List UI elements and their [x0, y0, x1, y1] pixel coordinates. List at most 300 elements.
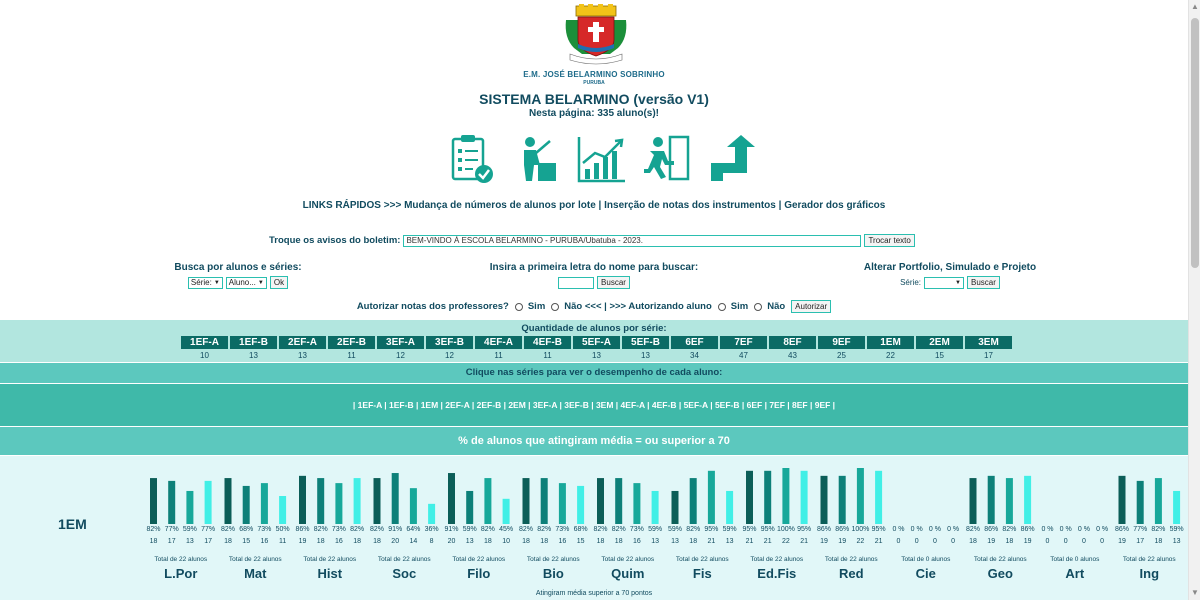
series-cell	[818, 336, 865, 360]
bar-count-label: 0	[932, 538, 937, 545]
series-label-button[interactable]: 9EF	[818, 336, 865, 349]
series-label-button[interactable]: 4EF-A	[475, 336, 522, 349]
bar-count-label: 16	[633, 538, 641, 545]
link-separator: |	[830, 400, 836, 410]
chart-bar	[690, 478, 697, 524]
bar-percent-label: 82%	[1151, 526, 1166, 533]
chart-bar	[875, 471, 882, 524]
subject-total-label: Total de 22 alunos	[377, 556, 431, 563]
aluno-select[interactable]: Aluno... ▼	[226, 277, 267, 289]
bar-percent-label: 82%	[369, 526, 385, 533]
footer-note: Atingiram média superior a 70 pontos	[535, 590, 653, 597]
series-label-button[interactable]: 2EM	[916, 336, 963, 349]
quantidade-panel	[0, 320, 1188, 362]
chart-bar	[782, 468, 789, 524]
series-cell	[769, 336, 816, 360]
series-label-button[interactable]: 2EF-A	[279, 336, 326, 349]
autorizar-form	[0, 300, 1188, 313]
series-count: 13	[641, 351, 650, 360]
series-link[interactable]: 5EF-A	[683, 400, 708, 410]
bar-percent-label: 86%	[1020, 526, 1035, 533]
busca-letra-label: Insira a primeira letra do nome para buscar:	[489, 262, 699, 273]
bar-percent-label: 50%	[275, 526, 290, 533]
link-separator: |	[469, 400, 477, 410]
link-separator: |	[501, 400, 509, 410]
series-cell	[377, 336, 424, 360]
bar-percent-label: 68%	[573, 526, 588, 533]
subject-total-label: Total de 22 alunos	[1122, 556, 1176, 563]
series-label-button[interactable]: 5EF-A	[573, 336, 620, 349]
chart-bar	[150, 478, 157, 524]
bar-percent-label: 59%	[182, 526, 197, 533]
bar-count-label: 18	[689, 538, 698, 545]
alterar-serie-select[interactable]	[924, 277, 964, 289]
series-count: 22	[886, 351, 895, 360]
chart-bar	[801, 471, 808, 524]
subject-name-label: Red	[839, 566, 864, 581]
series-link[interactable]: 1EM	[420, 400, 439, 410]
bar-percent-label: 0 %	[910, 526, 923, 533]
series-link[interactable]: 4EF-A	[620, 400, 645, 410]
bar-count-label: 22	[782, 538, 790, 545]
bar-percent-label: 45%	[499, 526, 514, 533]
series-count: 25	[837, 351, 846, 360]
link-separator: |	[413, 400, 421, 410]
link-mudanca-lote[interactable]: Mudança de números de alunos por lote	[404, 200, 596, 211]
bar-count-label: 21	[763, 538, 772, 545]
clique-title: Clique nas séries para ver o desempenho de cada aluno:	[0, 363, 1188, 383]
bar-count-label: 0	[914, 538, 919, 545]
series-count: 11	[494, 351, 503, 360]
chart-bar	[559, 483, 566, 524]
bar-percent-label: 73%	[555, 526, 570, 533]
series-count: 12	[445, 351, 454, 360]
bar-count-label: 0	[1100, 538, 1105, 545]
bar-percent-label: 73%	[257, 526, 272, 533]
series-count: 12	[396, 351, 405, 360]
link-insercao-notas[interactable]: Inserção de notas dos instrumentos	[604, 200, 776, 211]
buscar-alterar-button[interactable]: Buscar	[967, 276, 1000, 289]
subject-name-label: Filo	[467, 566, 491, 581]
series-cell	[720, 336, 767, 360]
bar-percent-label: 0 %	[947, 526, 960, 533]
series-label-button[interactable]: 6EF	[671, 336, 718, 349]
bar-count-label: 19	[820, 538, 828, 545]
chart-bar	[764, 471, 771, 524]
bar-percent-label: 100%	[776, 526, 795, 533]
chevron-down-icon: ▼	[213, 279, 220, 286]
bar-count-label: 16	[260, 538, 269, 545]
chart-bar	[392, 473, 399, 524]
series-link[interactable]: 5EF-B	[714, 400, 740, 410]
link-separator: |	[381, 400, 390, 410]
bar-percent-label: 64%	[406, 526, 421, 533]
bar-count-label: 14	[409, 538, 418, 545]
subject-total-label: Total de 22 alunos	[228, 556, 282, 563]
bar-count-label: 15	[576, 538, 585, 545]
link-gerador-graficos[interactable]: Gerador dos gráficos	[784, 200, 886, 211]
quick-links-prefix: LINKS RÁPIDOS >>>	[302, 200, 405, 211]
bar-count-label: 19	[1118, 538, 1126, 545]
bar-percent-label: 91%	[444, 526, 459, 533]
bar-percent-label: 82%	[518, 526, 534, 533]
chart-bar	[652, 491, 659, 524]
series-link[interactable]: 1EF-B	[389, 400, 414, 410]
series-cell	[279, 336, 326, 360]
chart-bar	[839, 476, 846, 524]
serie-select[interactable]: Série: ▼	[188, 277, 223, 289]
series-link[interactable]: 1EF-A	[357, 400, 382, 410]
bar-count-label: 13	[725, 538, 734, 545]
bar-count-label: 8	[429, 538, 434, 545]
series-label-button[interactable]: 8EF	[769, 336, 816, 349]
bar-count-label: 13	[671, 538, 679, 545]
bar-count-label: 18	[373, 538, 381, 545]
student-count: Nesta página: 335 aluno(s)!	[528, 108, 660, 119]
bar-count-label: 18	[316, 538, 325, 545]
subject-name-label: Fis	[692, 566, 712, 581]
bar-count-label: 18	[353, 538, 361, 545]
subject-name-label: Quim	[611, 566, 645, 581]
bar-count-label: 19	[1023, 538, 1032, 545]
subject-total-label: Total de 22 alunos	[452, 556, 506, 563]
autorizar-button[interactable]: Autorizar	[791, 300, 831, 313]
bar-percent-label: 91%	[388, 526, 403, 533]
series-link[interactable]: 4EF-B	[651, 400, 677, 410]
aluno-nao-label: Não	[767, 301, 786, 312]
alterar-form	[858, 262, 1042, 289]
chart-bar	[1173, 491, 1180, 524]
series-link[interactable]: 3EF-A	[532, 400, 558, 410]
bar-percent-label: 0 %	[892, 526, 905, 533]
series-cell	[671, 336, 718, 360]
autorizar-label: Autorizar notas dos professores?	[356, 301, 509, 312]
bar-count-label: 17	[167, 538, 176, 545]
chart-bar	[225, 478, 232, 524]
chart-bar	[374, 478, 381, 524]
subject-total-label: Total de 0 alunos	[1050, 556, 1100, 563]
alterar-label: Alterar Portfolio, Simulado e Projeto	[863, 262, 1037, 273]
aviso-label: Troque os avisos do boletim:	[269, 235, 401, 246]
series-link[interactable]: 8EF	[792, 400, 808, 410]
bar-count-label: 18	[1005, 538, 1014, 545]
subject-total-label: Total de 22 alunos	[824, 556, 878, 563]
bar-count-label: 21	[745, 538, 754, 545]
aluno-sim-label: Sim	[730, 301, 749, 312]
series-label-button[interactable]: 1EM	[867, 336, 914, 349]
chart-bar	[1137, 481, 1144, 524]
quick-links-separator: |	[595, 200, 605, 211]
buscar-letra-button[interactable]: Buscar	[597, 276, 630, 289]
bar-count-label: 18	[1154, 538, 1163, 545]
series-label-button[interactable]: 3EM	[965, 336, 1012, 349]
subject-name-label: Art	[1065, 566, 1085, 581]
link-separator: |	[352, 400, 358, 410]
bar-percent-label: 95%	[704, 526, 719, 533]
bar-count-label: 20	[391, 538, 400, 545]
link-separator: |	[588, 400, 596, 410]
link-separator: |	[739, 400, 747, 410]
teacher-icon[interactable]	[510, 133, 562, 185]
bar-percent-label: 86%	[984, 526, 999, 533]
scroll-up-icon[interactable]: ▲	[1191, 2, 1199, 11]
scroll-down-icon[interactable]: ▼	[1191, 588, 1199, 597]
bar-percent-label: 59%	[667, 526, 683, 533]
redirect-arrows-icon[interactable]	[705, 133, 757, 185]
bar-count-label: 18	[149, 538, 158, 545]
chart-bar	[1119, 476, 1126, 524]
bar-count-label: 19	[298, 538, 307, 545]
autorizar-nao-radio[interactable]	[551, 303, 559, 311]
bar-count-label: 0	[1045, 538, 1050, 545]
chart-bar	[168, 481, 175, 524]
bar-percent-label: 82%	[1002, 526, 1017, 533]
chart-bar	[205, 481, 212, 524]
bar-count-label: 11	[278, 538, 287, 545]
link-separator: |	[707, 400, 715, 410]
alterar-serie-label: Série:	[900, 278, 921, 287]
bar-count-label: 16	[335, 538, 343, 545]
subject-name-label: Ed.Fis	[757, 566, 797, 581]
clipboard-check-icon[interactable]	[445, 133, 497, 185]
series-link[interactable]: 2EF-A	[445, 400, 470, 410]
chart-bar	[726, 491, 733, 524]
bar-count-label: 19	[838, 538, 847, 545]
series-cell	[181, 336, 228, 360]
series-links	[0, 384, 1188, 426]
series-link[interactable]: 7EF	[769, 400, 785, 410]
chart-bar	[466, 491, 473, 524]
scrollbar-thumb[interactable]	[1191, 18, 1199, 268]
bar-count-label: 21	[800, 538, 808, 545]
bar-percent-label: 0 %	[1041, 526, 1054, 533]
bar-percent-label: 95%	[742, 526, 757, 533]
subject-total-label: Total de 22 alunos	[526, 556, 580, 563]
subject-name-label: L.Por	[164, 566, 198, 581]
chart-bar	[279, 496, 286, 524]
series-count: 10	[200, 351, 209, 360]
bar-percent-label: 68%	[239, 526, 254, 533]
chart-bar	[299, 476, 306, 524]
quantidade-title: Quantidade de alunos por série:	[521, 323, 667, 334]
series-count-row	[181, 336, 1012, 360]
bar-count-label: 13	[465, 538, 474, 545]
series-link[interactable]: 9EF	[814, 400, 831, 410]
chart-bar	[354, 478, 361, 524]
bar-count-label: 0	[951, 538, 956, 545]
bar-count-label: 18	[540, 538, 549, 545]
series-cell	[475, 336, 522, 360]
bar-percent-label: 77%	[1133, 526, 1148, 533]
bar-count-label: 13	[651, 538, 659, 545]
link-separator: |	[557, 400, 565, 410]
school-location: PURUBA	[583, 80, 605, 86]
chart-bar	[484, 478, 491, 524]
bar-count-label: 17	[204, 538, 212, 545]
series-cell	[426, 336, 473, 360]
series-label-button[interactable]: 3EF-A	[377, 336, 424, 349]
link-separator: |	[784, 400, 793, 410]
bar-count-label: 18	[969, 538, 977, 545]
link-separator: |	[762, 400, 770, 410]
subject-total-label: Total de 22 alunos	[675, 556, 729, 563]
series-count: 47	[739, 351, 748, 360]
bar-percent-label: 0 %	[1077, 526, 1090, 533]
series-count: 13	[298, 351, 307, 360]
aviso-input[interactable]	[403, 235, 861, 247]
bar-percent-label: 95%	[871, 526, 886, 533]
series-link[interactable]: 2EM	[508, 400, 526, 410]
bar-count-label: 17	[1136, 538, 1145, 545]
bar-count-label: 16	[558, 538, 567, 545]
chart-bar	[615, 478, 622, 524]
bar-count-label: 18	[484, 538, 492, 545]
bar-percent-label: 36%	[424, 526, 439, 533]
chart-bar	[577, 486, 584, 524]
series-count: 43	[788, 351, 797, 360]
bar-count-label: 18	[224, 538, 232, 545]
series-cell	[867, 336, 914, 360]
chart-bar	[821, 476, 828, 524]
series-label-button[interactable]: 7EF	[720, 336, 767, 349]
bar-count-label: 0	[896, 538, 901, 545]
bar-count-label: 0	[1081, 538, 1086, 545]
subject-name-label: Cie	[915, 566, 936, 581]
subject-name-label: Mat	[244, 566, 267, 581]
subject-name-label: Geo	[987, 566, 1013, 581]
series-label-button[interactable]: 3EF-B	[426, 336, 473, 349]
subject-total-label: Total de 22 alunos	[973, 556, 1027, 563]
autorizar-sim-label: Sim	[527, 301, 546, 312]
series-count: 15	[935, 351, 944, 360]
series-cell	[328, 336, 375, 360]
bar-count-label: 21	[874, 538, 883, 545]
bar-percent-label: 77%	[164, 526, 179, 533]
chart-bar	[708, 471, 715, 524]
bar-count-label: 15	[242, 538, 251, 545]
series-cell	[230, 336, 277, 360]
chart-bar	[503, 499, 510, 524]
subject-name-label: Bio	[542, 566, 564, 581]
page-title: SISTEMA BELARMINO (versão V1)	[479, 91, 709, 107]
bar-percent-label: 82%	[965, 526, 981, 533]
chart-bar	[410, 488, 417, 524]
bar-count-label: 0	[1063, 538, 1068, 545]
series-label-button[interactable]: 1EF-B	[230, 336, 277, 349]
chart-bar	[970, 478, 977, 524]
aluno-nao-radio[interactable]	[754, 303, 762, 311]
busca-series-form	[168, 262, 308, 289]
series-label-button[interactable]: 4EF-B	[524, 336, 571, 349]
action-icons	[440, 133, 760, 185]
series-label-button[interactable]: 5EF-B	[622, 336, 669, 349]
bar-percent-label: 0 %	[1059, 526, 1072, 533]
series-link[interactable]: 3EF-B	[564, 400, 589, 410]
subject-total-label: Total de 22 alunos	[154, 556, 208, 563]
series-count: 13	[592, 351, 601, 360]
chart-bar	[428, 504, 435, 524]
subject-total-label: Total de 22 alunos	[303, 556, 357, 563]
chart-bar	[523, 478, 530, 524]
series-link[interactable]: 6EF	[746, 400, 763, 410]
chart-bar	[541, 478, 548, 524]
busca-letra-form	[484, 262, 704, 289]
busca-series-label: Busca por alunos e séries:	[174, 262, 302, 273]
link-separator: |	[525, 400, 533, 410]
growth-chart-icon[interactable]	[575, 133, 627, 185]
subject-name-label: Ing	[1139, 566, 1160, 581]
bar-percent-label: 0 %	[1096, 526, 1109, 533]
bar-percent-label: 59%	[1169, 526, 1184, 533]
chart-bar	[261, 483, 268, 524]
letra-input[interactable]	[558, 277, 594, 289]
link-separator: |	[676, 400, 684, 410]
subject-total-label: Total de 22 alunos	[750, 556, 804, 563]
series-label-button[interactable]: 2EF-B	[328, 336, 375, 349]
trocar-texto-button[interactable]: Trocar texto	[864, 234, 914, 247]
series-cell	[965, 336, 1012, 360]
chart-bar	[335, 483, 342, 524]
aluno-sim-radio[interactable]	[718, 303, 726, 311]
link-separator: |	[644, 400, 652, 410]
bar-count-label: 13	[1172, 538, 1181, 545]
series-count: 11	[347, 351, 356, 360]
series-count: 13	[249, 351, 258, 360]
chart-bar	[1006, 478, 1013, 524]
bar-percent-label: 82%	[611, 526, 626, 533]
bar-count-label: 22	[856, 538, 865, 545]
series-link[interactable]: 2EF-B	[476, 400, 502, 410]
chart-bar	[746, 471, 753, 524]
bar-percent-label: 82%	[686, 526, 701, 533]
chart-bar	[597, 478, 604, 524]
subject-total-label: Total de 0 alunos	[901, 556, 951, 563]
bar-percent-label: 0 %	[928, 526, 941, 533]
bar-percent-label: 82%	[313, 526, 328, 533]
link-separator: |	[438, 400, 446, 410]
chevron-down-icon: ▼	[257, 279, 264, 286]
bar-percent-label: 100%	[851, 526, 870, 533]
performance-chart	[0, 456, 1188, 600]
series-cell	[916, 336, 963, 360]
series-count: 17	[984, 351, 993, 360]
series-label-button[interactable]: 1EF-A	[181, 336, 228, 349]
bar-count-label: 13	[186, 538, 194, 545]
subject-total-label: Total de 22 alunos	[601, 556, 655, 563]
bar-percent-label: 59%	[722, 526, 737, 533]
chart-bar	[633, 483, 640, 524]
chart-bar	[1155, 478, 1162, 524]
chart-bar	[317, 478, 324, 524]
bar-count-label: 19	[987, 538, 996, 545]
bar-percent-label: 59%	[648, 526, 663, 533]
autorizar-sim-radio[interactable]	[515, 303, 523, 311]
chart-bar	[1024, 476, 1031, 524]
series-link[interactable]: 3EM	[595, 400, 614, 410]
bar-percent-label: 82%	[146, 526, 161, 533]
exit-run-icon[interactable]	[640, 133, 692, 185]
bar-percent-label: 95%	[797, 526, 812, 533]
series-cell	[622, 336, 669, 360]
ok-button[interactable]: Ok	[270, 276, 288, 289]
bar-percent-label: 95%	[760, 526, 775, 533]
grade-label: 1EM	[58, 516, 87, 532]
media-title: % de alunos que atingiram média = ou superior a 70	[0, 427, 1188, 455]
scrollbar[interactable]	[1188, 0, 1200, 600]
bar-count-label: 18	[614, 538, 623, 545]
series-cell	[573, 336, 620, 360]
bar-percent-label: 59%	[462, 526, 477, 533]
